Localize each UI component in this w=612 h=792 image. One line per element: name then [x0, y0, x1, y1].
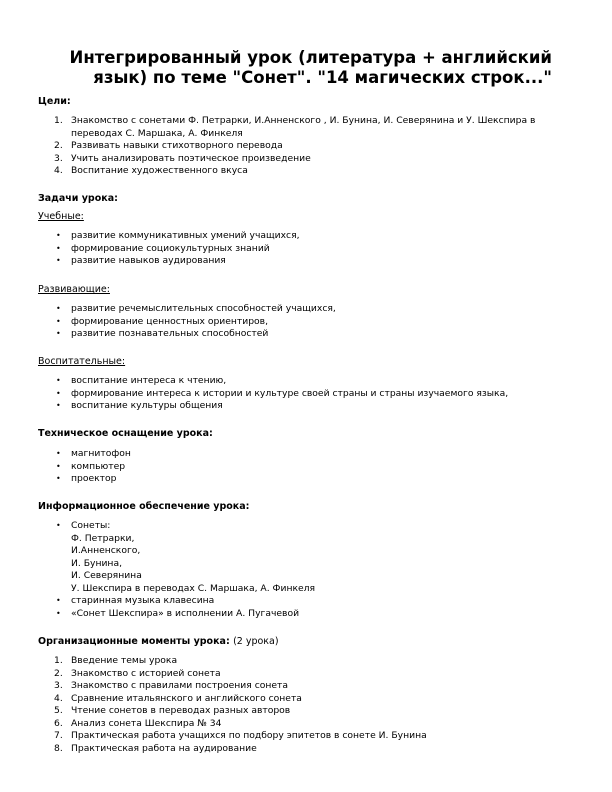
organization-list	[0, 655, 427, 755]
educational-label: Учебные:	[38, 211, 84, 222]
list-item: 2. Знакомство с историей сонета	[54, 667, 221, 679]
list-item: • развитие навыков аудирования	[56, 255, 226, 266]
list-item: • развитие коммуникативных умений учащихся,	[56, 230, 300, 241]
list-item: • развитие речемыслительных способностей учащихся,	[56, 303, 336, 314]
title-line-1: Интегрированный урок (литература + английский	[69, 48, 552, 67]
goals-list	[0, 115, 535, 178]
list-item: 5. Чтение сонетов в переводах разных авторов	[54, 705, 291, 716]
list-item: • формирование социокультурных знаний	[56, 242, 270, 254]
goal-item: 3. Учить анализировать поэтическое произведение	[54, 152, 311, 164]
list-item: • проектор	[56, 473, 117, 484]
list-item: • формирование ценностных ориентиров,	[56, 315, 269, 327]
list-item: 6. Анализ сонета Шекспира № 34	[54, 717, 222, 729]
goals-heading: Цели:	[38, 96, 71, 107]
list-item: 1. Введение темы урока	[54, 655, 178, 666]
developing-list	[0, 303, 336, 341]
info-list	[0, 520, 315, 620]
list-item: 3. Знакомство с правилами построения сонета	[54, 680, 289, 691]
info-heading: Информационное обеспечение урока:	[38, 501, 250, 512]
organization-note: (2 урока)	[233, 636, 279, 647]
list-item: 7. Практическая работа учащихся по подбору эпитетов в сонете И. Бунина	[54, 730, 427, 741]
list-item: • воспитание интереса к чтению,	[56, 375, 227, 386]
developing-label: Развивающие:	[38, 284, 110, 295]
list-item: • Сонеты: Ф. Петрарки, И.Анненского, И. Бунина, И. Северянина У. Шекспира в переводах С. Маршака, А. Финкеля	[56, 520, 316, 594]
upbringing-label: Воспитательные:	[38, 356, 126, 367]
list-item: • магнитофон	[56, 448, 131, 459]
goal-item: 2. Развивать навыки стихотворного перевода	[54, 140, 283, 151]
equipment-heading: Техническое оснащение урока:	[38, 428, 213, 439]
goal-item: 4. Воспитание художественного вкуса	[54, 165, 248, 176]
list-item: • «Сонет Шекспира» в исполнении А. Пугачевой	[56, 607, 300, 619]
page-title	[40, 48, 552, 88]
upbringing-list	[0, 375, 508, 413]
tasks-heading: Задачи урока:	[38, 193, 118, 204]
list-item: 8. Практическая работа на аудирование	[54, 742, 257, 754]
list-item: • воспитание культуры общения	[56, 400, 223, 411]
list-item: • компьютер	[56, 460, 126, 472]
list-item: • формирование интереса к истории и культуре своей страны и страны изучаемого языка,	[56, 387, 509, 399]
list-item: • старинная музыка клавесина	[56, 595, 215, 606]
organization-heading: Организационные моменты урока: (2 урока)	[38, 636, 279, 647]
equipment-list	[0, 448, 131, 486]
list-item: 4. Сравнение итальянского и английского сонета	[54, 692, 302, 704]
educational-list	[0, 230, 300, 268]
goal-item: 1. Знакомство с сонетами Ф. Петрарки, И.Анненского , И. Бунина, И. Северянина и У. Шекспира в переводах С. Маршака, А. Финкеля	[54, 115, 536, 139]
title-line-2: язык) по теме "Сонет". "14 магических строк..."	[93, 68, 552, 87]
list-item: • развитие познавательных способностей	[56, 328, 269, 339]
